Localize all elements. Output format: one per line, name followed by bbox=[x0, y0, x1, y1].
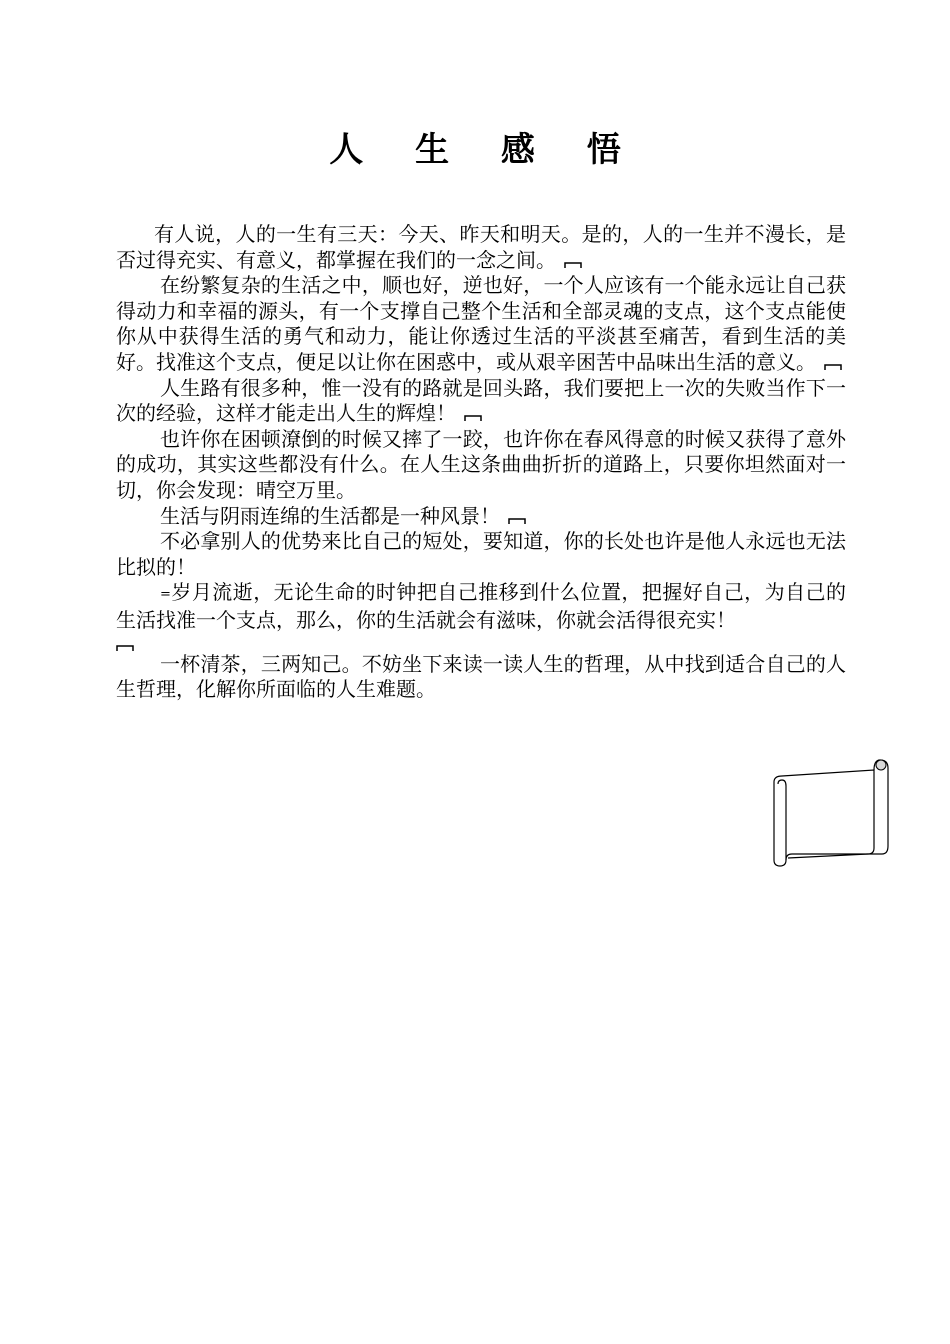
paragraph-6 bbox=[116, 529, 846, 580]
paragraph-7-mark-line bbox=[116, 634, 846, 652]
paragraph-2 bbox=[116, 273, 846, 375]
paragraph-4-text: 也许你在困顿潦倒的时候又摔了一跤，也许你在春风得意的时候又获得了意外的成功，其实这些都没有什么。在人生这条曲曲折折的道路上，只要你坦然面对一切，你会发现：晴空万里。 bbox=[116, 426, 846, 502]
stray-mark: = bbox=[160, 587, 171, 603]
paragraph-mark-icon bbox=[564, 261, 582, 269]
paragraph-7-text: 岁月流逝，无论生命的时钟把自己推移到什么位置，把握好自己，为自己的生活找准一个支点，那么，你的生活就会有滋味，你就会活得很充实！ bbox=[116, 580, 846, 632]
page-title: 人 生 感 悟 bbox=[329, 130, 641, 170]
paragraph-mark-icon bbox=[116, 644, 134, 652]
paragraph-mark-icon bbox=[464, 414, 482, 422]
paragraph-5-text: 生活与阴雨连绵的生活都是一种风景！ bbox=[160, 503, 500, 528]
paragraph-7 bbox=[116, 580, 846, 651]
paragraph-3 bbox=[116, 376, 846, 427]
scroll-icon bbox=[770, 756, 894, 868]
paragraph-4 bbox=[116, 427, 846, 504]
paragraph-6-text: 不必拿别人的优势来比自己的短处，要知道，你的长处也许是他人永远也无法比拟的！ bbox=[116, 529, 846, 579]
paragraph-8-text: 一杯清茶，三两知己。不妨坐下来读一读人生的哲理，从中找到适合自己的人生哲理，化解你所面临的人生难题。 bbox=[116, 651, 846, 702]
paragraph-mark-icon bbox=[508, 517, 526, 525]
paragraph-3-text: 人生路有很多种，惟一没有的路就是回头路，我们要把上一次的失败当作下一次的经验，这样才能走出人生的辉煌！ bbox=[116, 375, 846, 426]
article-body bbox=[116, 222, 846, 703]
paragraph-1-text: 有人说，人的一生有三天：今天、昨天和明天。是的，人的一生并不漫长，是否过得充实、有意义，都掌握在我们的一念之间。 bbox=[116, 222, 846, 272]
paragraph-1 bbox=[116, 222, 846, 273]
paragraph-mark-icon bbox=[824, 363, 842, 371]
paragraph-2-text: 在纷繁复杂的生活之中，顺也好，逆也好，一个人应该有一个能永远让自己获得动力和幸福的源头，有一个支撑自己整个生活和全部灵魂的支点，这个支点能使你从中获得生活的勇气和动力，能让你透过生活的平淡甚至痛苦，看到生活的美好。找准这个支点，便足以让你在困惑中，或从艰辛困苦中品味出生活的意义。 bbox=[116, 273, 846, 374]
paragraph-5 bbox=[116, 504, 846, 530]
paragraph-8 bbox=[116, 652, 846, 703]
